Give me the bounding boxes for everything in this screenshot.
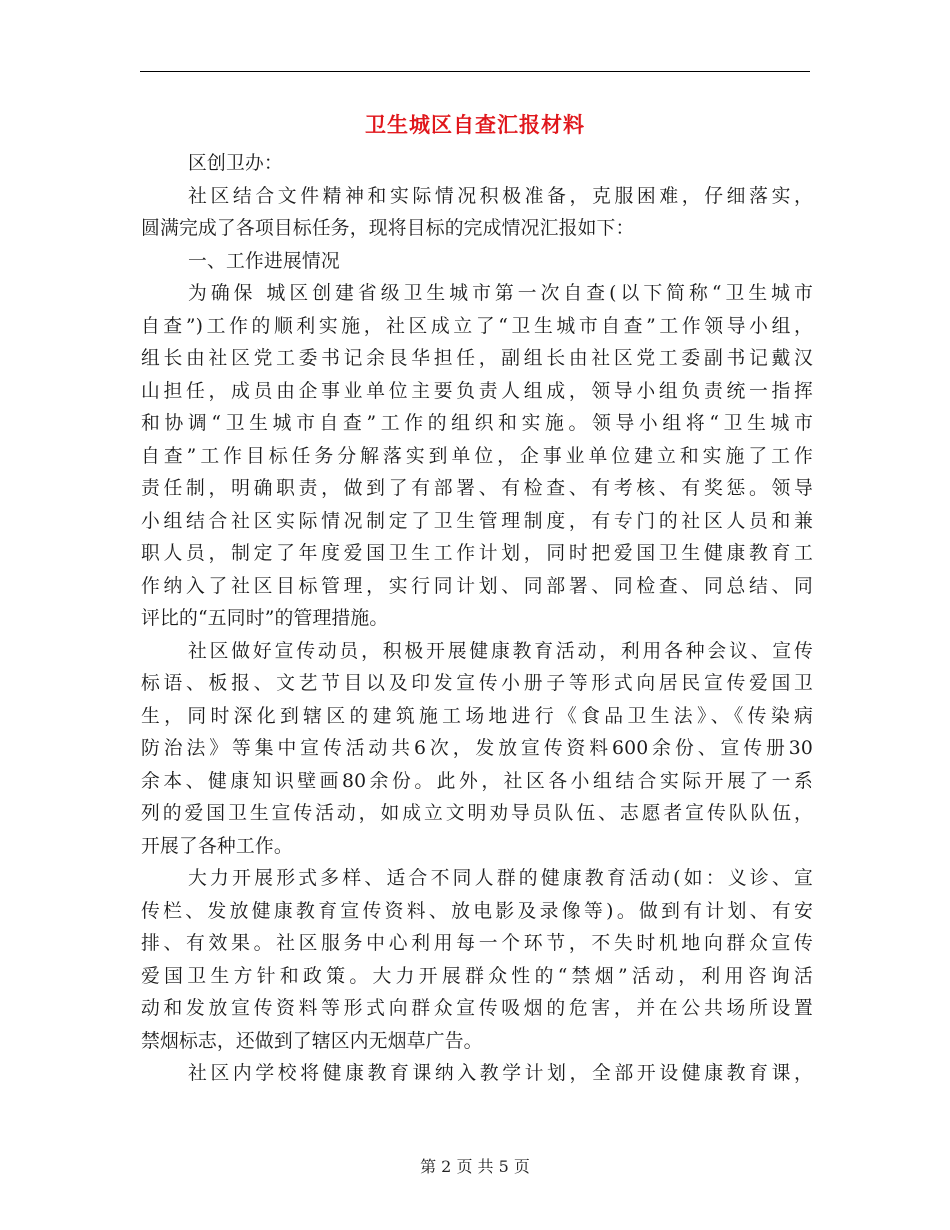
text-line: 一、工作进展情况: [188, 250, 340, 272]
text-line: 区创卫办：: [188, 153, 283, 174]
text-line: 评比的“五同时”的管理措施。: [141, 608, 389, 629]
text-line: 余本、健康知识壁画80余份。此外，社区各小组结合实际开展了一系: [141, 770, 813, 792]
text-line: 组长由社区党工委书记余艮华担任，副组长由社区党工委副书记戴汉: [141, 348, 813, 369]
text-line: 社区做好宣传动员，积极开展健康教育活动，利用各种会议、宣传: [188, 640, 813, 662]
text-line: 圆满完成了各项目标任务，现将目标的完成情况汇报如下：: [141, 218, 635, 239]
text-line: 生，同时深化到辖区的建筑施工场地进行《食品卫生法》、《传染病: [141, 705, 813, 727]
text-line: 自查”工作目标任务分解落实到单位，企事业单位建立和实施了工作: [141, 445, 813, 467]
text-line: 山担任，成员由企事业单位主要负责人组成，领导小组负责统一指挥: [141, 380, 813, 402]
text-line: 标语、板报、文艺节目以及印发宣传小册子等形式向居民宣传爱国卫: [141, 673, 813, 694]
text-line: 排、有效果。社区服务中心利用每一个环节，不失时机地向群众宣传: [141, 933, 813, 954]
text-line: 大力开展形式多样、适合不同人群的健康教育活动(如：义诊、宣: [188, 868, 813, 889]
text-line: 自查”)工作的顺利实施，社区成立了“卫生城市自查”工作领导小组，: [141, 315, 813, 337]
text-line: 和协调“卫生城市自查”工作的组织和实施。领导小组将“卫生城市: [141, 413, 813, 434]
text-line: 小组结合社区实际情况制定了卫生管理制度，有专门的社区人员和兼: [141, 510, 813, 532]
text-line: 为确保 城区创建省级卫生城市第一次自查(以下简称“卫生城市: [188, 283, 813, 304]
text-line: 责任制，明确职责，做到了有部署、有检查、有考核、有奖惩。领导: [141, 478, 813, 499]
document-title: 卫生城区自查汇报材料: [365, 112, 585, 137]
text-line: 爱国卫生方针和政策。大力开展群众性的“禁烟”活动，利用咨询活: [141, 965, 813, 987]
text-line: 列的爱国卫生宣传活动，如成立文明劝导员队伍、志愿者宣传队队伍，: [141, 803, 813, 824]
text-line: 传栏、发放健康教育宣传资料、放电影及录像等)。做到有计划、有安: [141, 900, 813, 922]
text-line: 职人员，制定了年度爱国卫生工作计划，同时把爱国卫生健康教育工: [141, 543, 813, 564]
document-body: [141, 148, 813, 1091]
text-line: 防治法》等集中宣传活动共6次，发放宣传资料600余份、宣传册30: [141, 738, 813, 759]
header-rule: [140, 71, 810, 72]
page-footer: 第 2 页 共 5 页: [420, 1157, 530, 1176]
text-line: 开展了各种工作。: [141, 835, 293, 857]
text-line: 禁烟标志，还做到了辖区内无烟草广告。: [141, 1030, 483, 1052]
text-line: 动和发放宣传资料等形式向群众宣传吸烟的危害，并在公共场所设置: [141, 998, 813, 1019]
text-line: 社区内学校将健康教育课纳入教学计划，全部开设健康教育课，: [188, 1063, 813, 1084]
text-line: 作纳入了社区目标管理，实行同计划、同部署、同检查、同总结、同: [141, 575, 813, 597]
text-line: 社区结合文件精神和实际情况积极准备，克服困难，仔细落实，: [188, 185, 813, 207]
